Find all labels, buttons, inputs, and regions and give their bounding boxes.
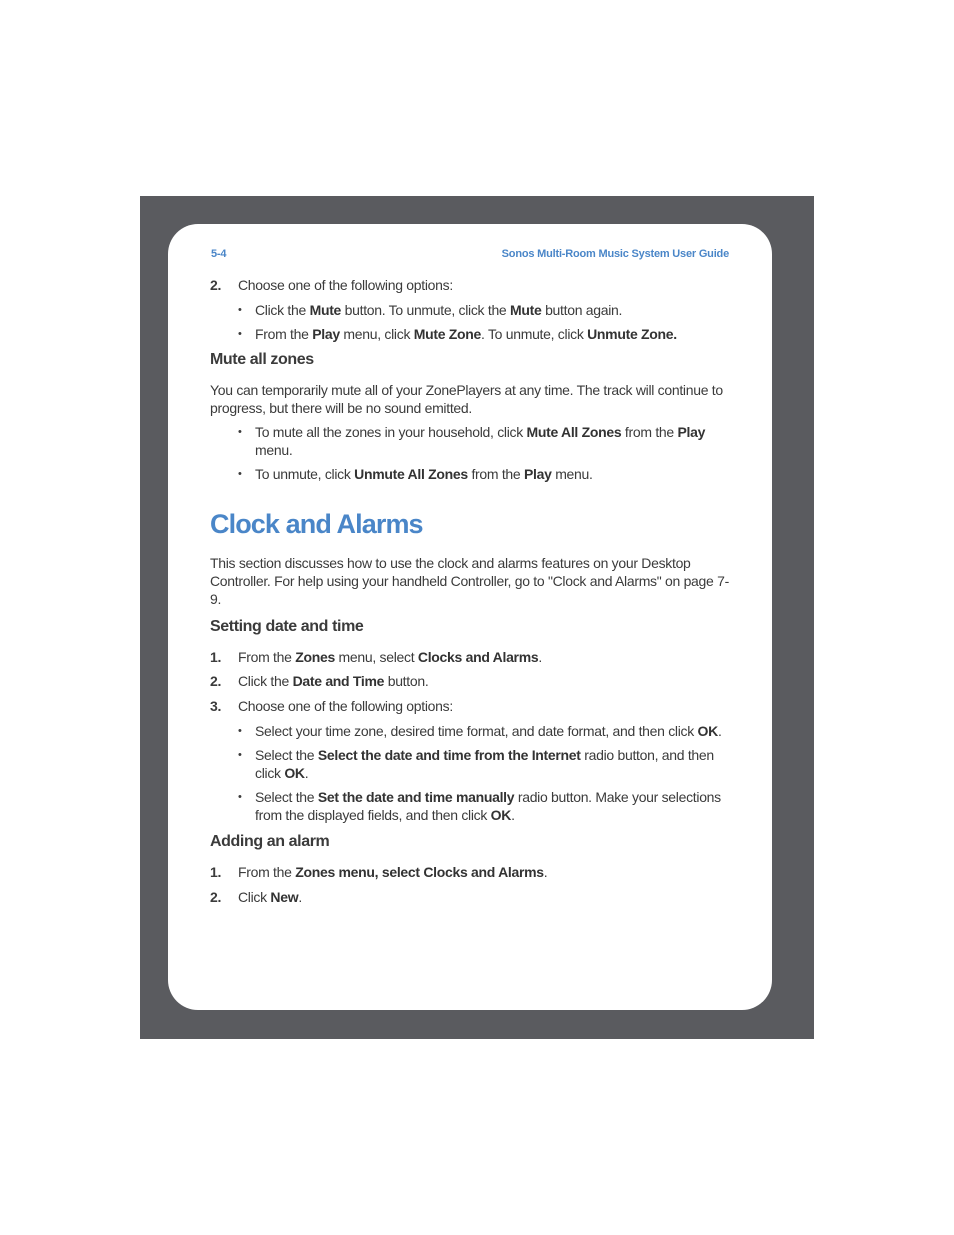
step-text: Click the Date and Time button. xyxy=(238,673,429,689)
bullet-text: To unmute, click Unmute All Zones from the Play menu. xyxy=(255,466,593,482)
step-text: From the Zones menu, select Clocks and Alarms. xyxy=(238,649,542,665)
step-text: Click New. xyxy=(238,889,302,905)
step-text: Choose one of the following options: xyxy=(238,277,453,293)
bullet-text: Select your time zone, desired time format, and date format, and then click OK. xyxy=(255,723,722,739)
step-text: From the Zones menu, select Clocks and Alarms. xyxy=(238,864,548,880)
step-number: 2. xyxy=(210,673,222,689)
step-number: 1. xyxy=(210,649,222,665)
paragraph: You can temporarily mute all of your ZonePlayers at any time. The track will continue to progress, but there will be no sound emitted. xyxy=(210,382,723,416)
bullet-dot-icon: • xyxy=(238,328,242,340)
page-number: 5-4 xyxy=(211,248,227,260)
step-text: Choose one of the following options: xyxy=(238,698,453,714)
bullet-text: From the Play menu, click Mute Zone. To unmute, click Unmute Zone. xyxy=(255,326,677,342)
step-number: 2. xyxy=(210,277,222,293)
bullet-text: To mute all the zones in your household, click Mute All Zones from the Play menu. xyxy=(255,424,706,458)
section-heading: Setting date and time xyxy=(210,618,364,635)
bullet-text: Click the Mute button. To unmute, click the Mute button again. xyxy=(255,302,623,318)
bullet-dot-icon: • xyxy=(238,468,242,480)
bullet-text: Select the Set the date and time manually radio button. Make your selections from the displayed fields, and then click OK. xyxy=(255,789,721,823)
running-header: Sonos Multi-Room Music System User Guide xyxy=(501,248,729,260)
bullet-dot-icon: • xyxy=(238,304,242,316)
step-number: 3. xyxy=(210,698,222,714)
bullet-dot-icon: • xyxy=(238,426,242,438)
step-number: 1. xyxy=(210,864,222,880)
chapter-title: Clock and Alarms xyxy=(210,509,423,539)
section-heading: Mute all zones xyxy=(210,351,314,368)
bullet-text: Select the Select the date and time from the Internet radio button, and then click OK. xyxy=(255,747,714,781)
paragraph: This section discusses how to use the clock and alarms features on your Desktop Controller. For help using your handheld Controller, go to "Clock and Alarms" on page 7-9. xyxy=(210,555,729,607)
bullet-dot-icon: • xyxy=(238,725,242,737)
bullet-dot-icon: • xyxy=(238,749,242,761)
section-heading: Adding an alarm xyxy=(210,833,330,850)
step-number: 2. xyxy=(210,889,222,905)
bullet-dot-icon: • xyxy=(238,791,242,803)
